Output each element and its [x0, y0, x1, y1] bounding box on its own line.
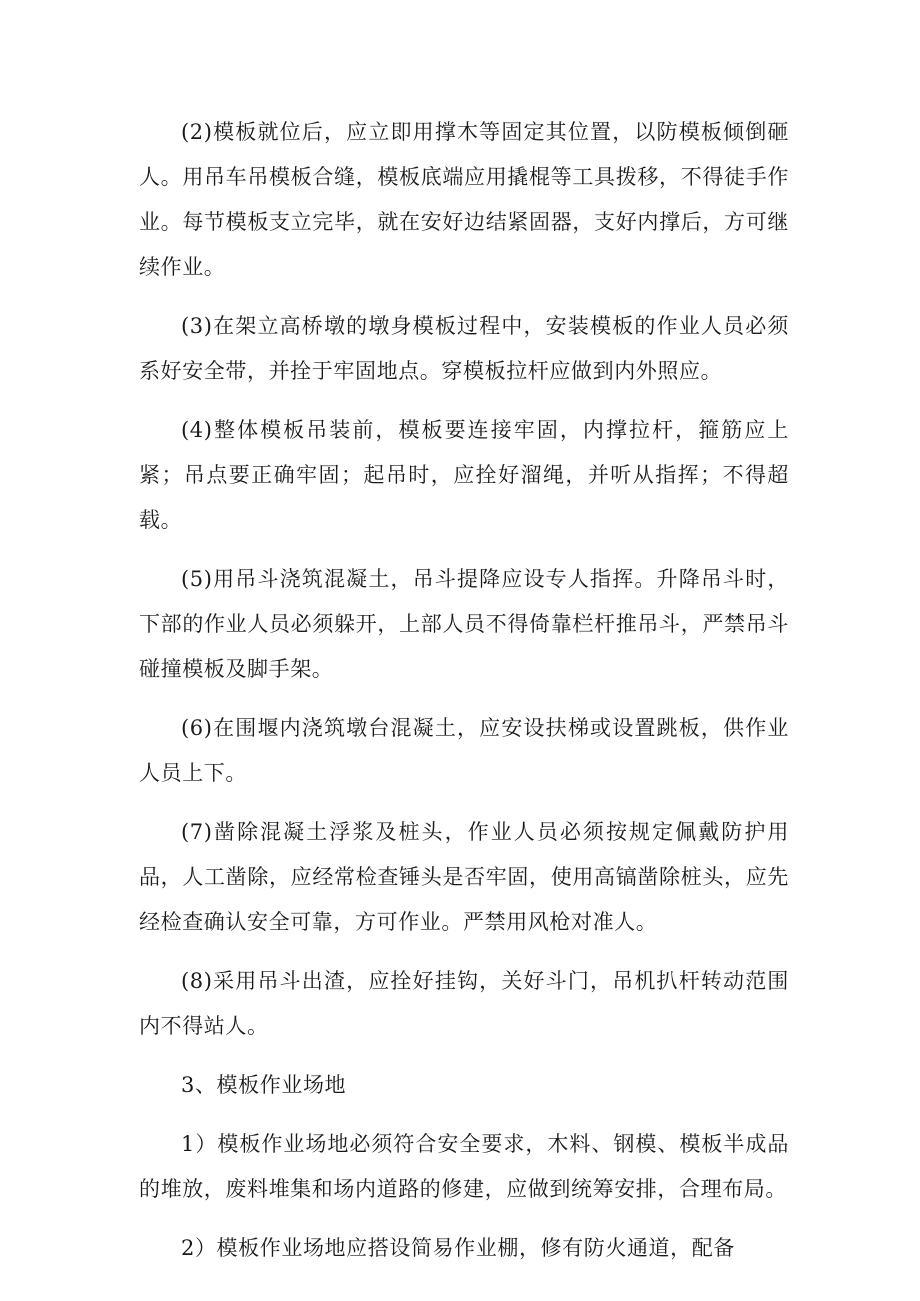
paragraph-item-8: (8)采用吊斗出渣，应拴好挂钩，关好斗门，吊机扒杆转动范围内不得站人。 — [139, 969, 789, 1038]
section-heading: 3、模板作业场地 — [181, 1073, 347, 1097]
paragraph-item-7: (7)凿除混凝土浮浆及桩头，作业人员必须按规定佩戴防护用品，人工凿除，应经常检查锤头是否牢固，使用高镐凿除桩头，应先经检查确认安全可靠，方可作业。严禁用风枪对准人。 — [139, 820, 789, 934]
paragraph-item-5: (5)用吊斗浇筑混凝土，吊斗提降应设专人指挥。升降吊斗时，下部的作业人员必须躲开，上部人员不得倚靠栏杆推吊斗，严禁吊斗碰撞模板及脚手架。 — [139, 567, 789, 681]
paragraph-item-6: (6)在围堰内浇筑墩台混凝土，应安设扶梯或设置跳板，供作业人员上下。 — [139, 716, 789, 785]
section-item-1: 1）模板作业场地必须符合安全要求，木料、钢模、模板半成品的堆放，废料堆集和场内道路的修建，应做到统筹安排，合理布局。 — [139, 1132, 789, 1201]
document-body — [139, 110, 789, 1285]
paragraph-item-4: (4)整体模板吊装前，模板要连接牢固，内撑拉杆，箍筋应上紧；吊点要正确牢固；起吊时，应拴好溜绳，并听从指挥；不得超载。 — [139, 418, 789, 532]
paragraph-item-2: (2)模板就位后，应立即用撑木等固定其位置，以防模板倾倒砸人。用吊车吊模板合缝，模板底端应用撬棍等工具拨移，不得徒手作业。每节模板支立完毕，就在安好边结紧固器，支好内撑后，方可继续作业。 — [139, 120, 789, 279]
paragraph-item-3: (3)在架立高桥墩的墩身模板过程中，安装模板的作业人员必须系好安全带，并拴于牢固地点。穿模板拉杆应做到内外照应。 — [139, 314, 789, 383]
section-item-2: 2）模板作业场地应搭设简易作业棚，修有防火通道，配备 — [181, 1236, 735, 1260]
